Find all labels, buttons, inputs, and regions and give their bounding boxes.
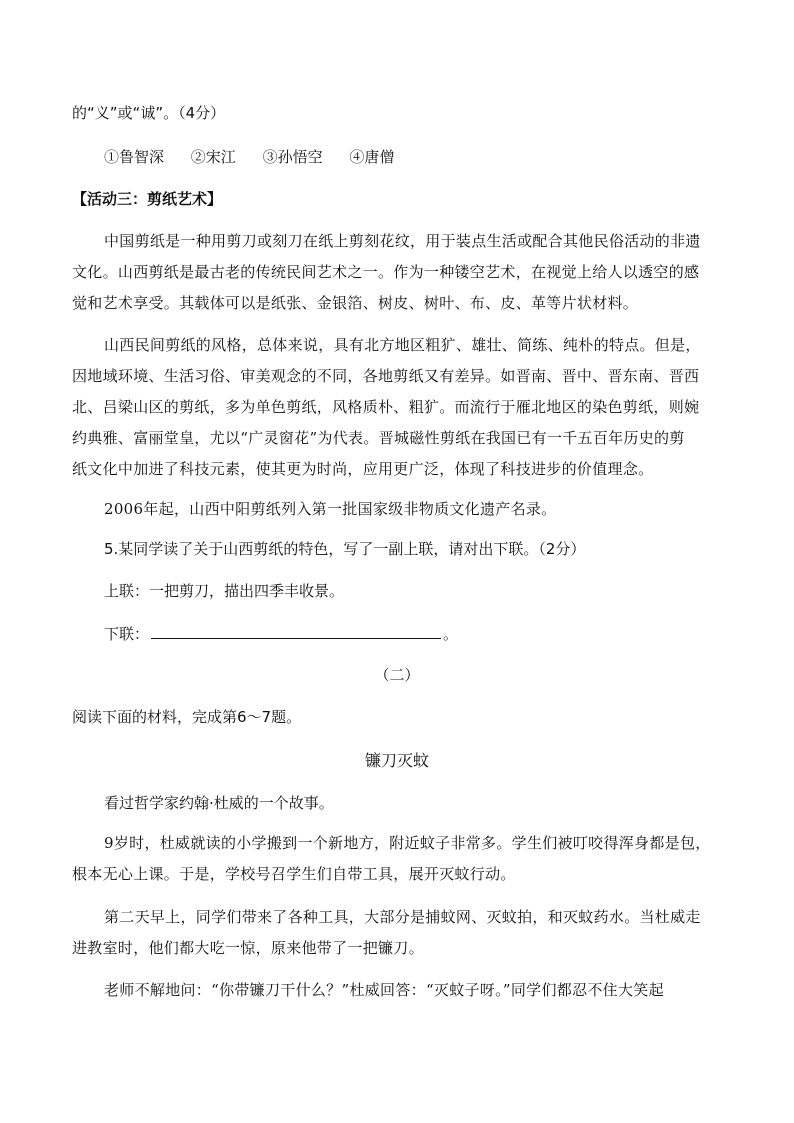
story-line: 进教室时，他们都大吃一惊，原来他带了一把镰刀。 <box>72 939 424 957</box>
question4-options <box>104 148 732 166</box>
activity3-p3: 2006年起，山西中阳剪纸列入第一批国家级非物质文化遗产名录。 <box>104 500 557 518</box>
activity3-heading: 【活动三：剪纸艺术】 <box>72 190 223 208</box>
question5-upper: 上联：一把剪刀，描出四季丰收景。 <box>104 582 345 600</box>
story-line: 第二天早上，同学们带来了各种工具，大部分是捕蚊网、灭蚊拍，和灭蚊药水。当杜威走 <box>104 908 701 926</box>
question5-lower-label: 下联： <box>104 625 150 643</box>
option-4: ④唐僧 <box>349 148 395 166</box>
story-line: 老师不解地问：“你带镰刀干什么？”杜威回答：“灭蚊子呀。”同学们都忍不住大笑起 <box>104 981 664 999</box>
story-line: 根本无心上课。于是，学校号召学生们自带工具，展开灭蚊行动。 <box>72 865 516 883</box>
question5-lower-end: 。 <box>443 625 459 643</box>
option-2: ②宋江 <box>190 148 236 166</box>
story-line: 看过哲学家约翰·杜威的一个故事。 <box>104 794 334 812</box>
activity3-p2-line: 约典雅、富丽堂皇，尤以“广灵窗花”为代表。晋城磁性剪纸在我国已有一千五百年历史的剪 <box>72 429 685 447</box>
activity3-p1-line: 觉和艺术享受。其载体可以是纸张、金银箔、树皮、树叶、布、皮、革等片状材料。 <box>72 294 639 312</box>
activity3-p1-line: 文化。山西剪纸是最古老的传统民间艺术之一。作为一种镂空艺术，在视觉上给人以透空的感 <box>72 263 700 281</box>
section2-instruction: 阅读下面的材料，完成第6～7题。 <box>72 708 302 726</box>
story-title: 镰刀灭蚊 <box>364 751 429 770</box>
activity3-p2-line: 因地域环境、生活习俗、审美观念的不同，各地剪纸又有差异。如晋南、晋中、晋东南、晋西 <box>72 367 700 385</box>
option-1: ①鲁智深 <box>104 148 165 166</box>
activity3-p2-line: 山西民间剪纸的风格，总体来说，具有北方地区粗犷、雄壮、简练、纯朴的特点。但是， <box>104 336 701 354</box>
question4-tail: 的“义”或“诚”。（4分） <box>72 104 226 122</box>
question5-prompt: 5.某同学读了关于山西剪纸的特色，写了一副上联，请对出下联。（2分） <box>104 540 586 558</box>
option-3: ③孙悟空 <box>262 148 323 166</box>
activity3-p2-line: 纸文化中加进了科技元素，使其更为时尚，应用更广泛，体现了科技进步的价值理念。 <box>72 460 654 478</box>
answer-blank[interactable] <box>151 624 441 639</box>
story-line: 9岁时，杜威就读的小学搬到一个新地方，附近蚊子非常多。学生们被叮咬得浑身都是包， <box>104 834 711 852</box>
activity3-p2-line: 北、吕梁山区的剪纸，多为单色剪纸，风格质朴、粗犷。而流行于雁北地区的染色剪纸，则婉 <box>72 398 700 416</box>
question5-lower <box>104 624 732 643</box>
activity3-p1-line: 中国剪纸是一种用剪刀或刻刀在纸上剪刻花纹，用于装点生活或配合其他民俗活动的非遗 <box>104 232 701 250</box>
section2-number: （二） <box>374 666 420 684</box>
